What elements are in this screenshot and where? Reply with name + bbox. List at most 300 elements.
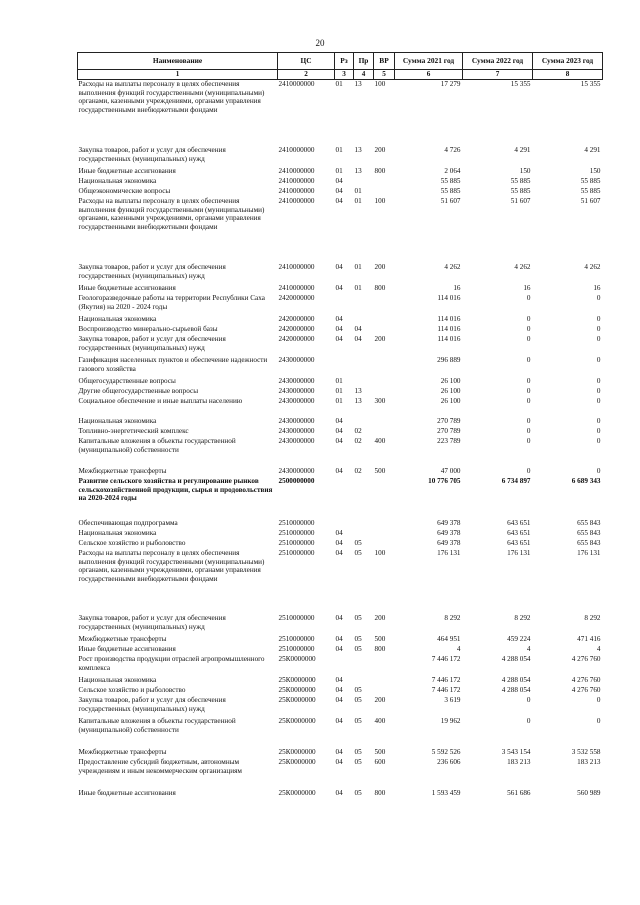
row-name: Капитальные вложения в объекты государственной (муниципальной) собственности (78, 717, 236, 734)
row-rz: 01 (335, 387, 343, 395)
row-sum-2023: 51 607 (580, 197, 601, 205)
row-sum-2023: 655 843 (577, 529, 601, 537)
row-vr (374, 315, 395, 325)
row-sum-2022: 4 (526, 645, 531, 653)
row-rz: 04 (335, 696, 343, 704)
row-sum-2023: 55 885 (580, 177, 601, 185)
table-row (78, 614, 603, 635)
index-cell: 3 (335, 70, 354, 80)
table-row (78, 294, 603, 315)
row-sum-2021: 270 789 (437, 427, 461, 435)
row-sum-2023: 150 (589, 167, 601, 175)
page-number: 20 (315, 38, 325, 48)
row-sum-2022: 4 262 (514, 263, 531, 271)
row-cs: 2430000000 (278, 417, 315, 425)
row-rz: 04 (335, 284, 343, 292)
row-cs: 2420000000 (278, 325, 315, 333)
row-name: Межбюджетные трансферты (78, 635, 167, 643)
index-cell: 1 (78, 70, 278, 80)
row-sum-2023: 0 (596, 377, 601, 385)
row-vr: 400 (374, 717, 386, 725)
table-row (78, 187, 603, 197)
row-cs: 2410000000 (278, 197, 315, 205)
row-pr (354, 519, 374, 529)
row-sum-2021: 55 885 (440, 187, 461, 195)
row-pr (354, 676, 374, 686)
row-vr: 200 (374, 146, 386, 154)
row-sum-2022: 0 (526, 397, 531, 405)
row-rz: 04 (335, 748, 343, 756)
row-name: Национальная экономика (78, 315, 157, 323)
row-name: Расходы на выплаты персоналу в целях обеспечения выполнения функций государственными (муниципальными) органами, казенными учреждениями, органами управления государственными внебюджетными фондами (78, 80, 265, 114)
row-pr: 05 (354, 539, 362, 547)
row-vr: 800 (374, 284, 386, 292)
row-name: Развитие сельского хозяйства и регулирование рынков сельскохозяйственной продукции, сырья и продовольствия на 2020-2024 годы (78, 477, 273, 503)
row-rz: 04 (335, 417, 343, 425)
row-rz (335, 519, 354, 529)
row-cs: 25К0000000 (278, 655, 316, 663)
row-pr: 13 (354, 167, 362, 175)
row-name: Иные бюджетные ассигнования (78, 789, 176, 797)
row-sum-2022: 3 543 154 (501, 748, 531, 756)
row-rz: 04 (335, 325, 343, 333)
row-sum-2021: 223 789 (437, 437, 461, 445)
row-pr: 05 (354, 758, 362, 766)
row-sum-2021: 3 619 (444, 696, 461, 704)
table-row (78, 655, 603, 676)
row-name: Воспроизводство минерально-сырьевой базы (78, 325, 218, 333)
table-row (78, 676, 603, 686)
row-sum-2022: 0 (526, 696, 531, 704)
header-sum-2023: Сумма 2023 год (533, 53, 603, 70)
row-vr: 800 (374, 789, 386, 797)
header-vr: ВР (374, 53, 395, 70)
row-name: Национальная экономика (78, 676, 157, 684)
row-sum-2023: 4 (596, 645, 601, 653)
row-rz: 01 (335, 146, 343, 154)
row-sum-2023: 0 (596, 437, 601, 445)
row-cs: 25К0000000 (278, 717, 316, 725)
table-row (78, 427, 603, 437)
row-name: Закупка товаров, работ и услуг для обеспечения государственных (муниципальных) нужд (78, 146, 226, 163)
row-rz: 04 (335, 635, 343, 643)
table-row (78, 529, 603, 539)
row-sum-2021: 236 606 (437, 758, 461, 766)
table-row (78, 789, 603, 799)
row-name: Обеспечивающая подпрограмма (78, 519, 178, 527)
row-pr: 05 (354, 635, 362, 643)
row-cs: 2510000000 (278, 635, 315, 643)
row-sum-2021: 7 446 172 (431, 686, 461, 694)
row-pr (354, 177, 374, 187)
row-sum-2023: 0 (596, 315, 601, 323)
row-vr: 500 (374, 467, 386, 475)
row-rz: 01 (335, 397, 343, 405)
row-sum-2022: 561 686 (507, 789, 531, 797)
row-cs: 2430000000 (278, 397, 315, 405)
row-name: Межбюджетные трансферты (78, 748, 167, 756)
budget-table (77, 52, 603, 799)
row-cs: 2510000000 (278, 549, 315, 557)
index-row (78, 70, 603, 80)
index-cell: 7 (463, 70, 533, 80)
row-name: Газификация населенных пунктов и обеспечение надежности газового хозяйства (78, 356, 268, 373)
row-vr (374, 676, 395, 686)
row-name: Социальное обеспечение и иные выплаты населению (78, 397, 243, 405)
row-sum-2023: 655 843 (577, 539, 601, 547)
row-sum-2023: 0 (596, 397, 601, 405)
table-row (78, 549, 603, 614)
row-sum-2022: 55 885 (510, 187, 531, 195)
row-sum-2022: 0 (526, 437, 531, 445)
row-sum-2023: 0 (596, 467, 601, 475)
row-vr (374, 655, 395, 676)
row-sum-2023: 183 213 (577, 758, 601, 766)
row-rz: 04 (335, 549, 343, 557)
table-row (78, 387, 603, 397)
row-pr: 05 (354, 696, 362, 704)
row-vr (374, 417, 395, 427)
row-name: Общегосударственные вопросы (78, 377, 176, 385)
row-cs: 25К0000000 (278, 758, 316, 766)
row-name: Национальная экономика (78, 529, 157, 537)
row-cs: 2510000000 (278, 529, 315, 537)
row-rz (335, 294, 354, 315)
row-sum-2021: 114 016 (437, 294, 461, 302)
row-pr: 13 (354, 146, 362, 154)
row-rz: 04 (335, 645, 343, 653)
row-sum-2021: 26 100 (440, 377, 461, 385)
row-sum-2022: 4 288 054 (501, 676, 531, 684)
row-sum-2022: 643 651 (507, 519, 531, 527)
row-sum-2023: 0 (596, 356, 601, 364)
row-vr (374, 519, 395, 529)
row-vr (374, 377, 395, 387)
row-pr (354, 655, 374, 676)
row-vr (374, 187, 395, 197)
row-name: Другие общегосударственные вопросы (78, 387, 199, 395)
table-body (78, 80, 603, 800)
row-pr: 02 (354, 437, 362, 445)
row-rz: 04 (335, 197, 343, 205)
row-name: Расходы на выплаты персоналу в целях обеспечения выполнения функций государственными (муниципальными) органами, казенными учреждениями, органами управления государственными внебюджетными фондами (78, 549, 265, 583)
row-sum-2023: 16 (593, 284, 601, 292)
row-sum-2023: 4 291 (584, 146, 601, 154)
table-row (78, 477, 603, 519)
row-pr: 05 (354, 717, 362, 725)
header-cs: ЦС (278, 53, 335, 70)
table-row (78, 467, 603, 477)
row-rz: 04 (335, 529, 343, 537)
row-cs: 25К0000000 (278, 789, 316, 797)
row-name: Межбюджетные трансферты (78, 467, 167, 475)
row-rz: 01 (335, 80, 343, 88)
row-sum-2023: 655 843 (577, 519, 601, 527)
row-sum-2021: 17 279 (440, 80, 461, 88)
table-row (78, 146, 603, 167)
row-vr: 100 (374, 549, 386, 557)
row-pr: 04 (354, 335, 362, 343)
row-sum-2022: 55 885 (510, 177, 531, 185)
table-row (78, 263, 603, 284)
table-row (78, 417, 603, 427)
row-pr: 01 (354, 187, 362, 195)
row-rz: 04 (335, 263, 343, 271)
row-sum-2023: 4 262 (584, 263, 601, 271)
row-sum-2022: 16 (523, 284, 531, 292)
row-sum-2023: 176 131 (577, 549, 601, 557)
row-vr (374, 387, 395, 397)
table-row (78, 696, 603, 717)
row-pr: 05 (354, 686, 362, 694)
row-name: Закупка товаров, работ и услуг для обеспечения государственных (муниципальных) нужд (78, 614, 226, 631)
row-name: Национальная экономика (78, 417, 157, 425)
row-sum-2021: 649 378 (437, 519, 461, 527)
table-row (78, 748, 603, 758)
row-pr: 02 (354, 467, 362, 475)
row-vr: 100 (374, 80, 386, 88)
row-sum-2021: 55 885 (440, 177, 461, 185)
row-rz: 04 (335, 437, 343, 445)
row-sum-2021: 114 016 (437, 335, 461, 343)
row-cs: 2410000000 (278, 146, 315, 154)
table-row (78, 635, 603, 645)
row-vr (374, 325, 395, 335)
row-rz: 01 (335, 377, 343, 385)
row-sum-2022: 8 292 (514, 614, 531, 622)
row-rz: 04 (335, 758, 343, 766)
row-vr (374, 686, 395, 696)
row-sum-2021: 51 607 (440, 197, 461, 205)
row-cs: 25К0000000 (278, 676, 316, 684)
row-sum-2021: 26 100 (440, 397, 461, 405)
row-sum-2023: 8 292 (584, 614, 601, 622)
table-row (78, 197, 603, 263)
row-pr: 05 (354, 549, 362, 557)
row-vr: 500 (374, 748, 386, 756)
header-pr: Пр (354, 53, 374, 70)
table-row (78, 377, 603, 387)
row-rz: 04 (335, 187, 343, 195)
row-name: Расходы на выплаты персоналу в целях обеспечения выполнения функций государственными (муниципальными) органами, казенными учреждениями, органами управления государственными внебюджетными фондами (78, 197, 265, 231)
row-sum-2021: 114 016 (437, 325, 461, 333)
row-pr: 01 (354, 284, 362, 292)
row-name: Общеэкономические вопросы (78, 187, 171, 195)
table-row (78, 80, 603, 147)
row-name: Иные бюджетные ассигнования (78, 284, 176, 292)
header-sum-2021: Сумма 2021 год (395, 53, 463, 70)
row-pr (354, 529, 374, 539)
row-cs: 25К0000000 (278, 696, 316, 704)
row-vr: 200 (374, 263, 386, 271)
row-name: Предоставление субсидий бюджетным, автономным учреждениям и иным некоммерческим организациям (78, 758, 242, 775)
row-sum-2022: 0 (526, 315, 531, 323)
table-row (78, 645, 603, 655)
row-pr: 13 (354, 397, 362, 405)
row-pr: 13 (354, 387, 362, 395)
row-pr: 05 (354, 748, 362, 756)
row-cs: 2510000000 (278, 645, 315, 653)
row-sum-2021: 4 726 (444, 146, 461, 154)
row-sum-2022: 0 (526, 356, 531, 364)
table-row (78, 717, 603, 748)
row-pr: 05 (354, 789, 362, 797)
row-sum-2022: 51 607 (510, 197, 531, 205)
row-sum-2022: 0 (526, 325, 531, 333)
row-vr: 500 (374, 635, 386, 643)
table-row (78, 284, 603, 294)
row-cs: 2430000000 (278, 356, 315, 364)
row-vr (374, 177, 395, 187)
row-pr: 05 (354, 645, 362, 653)
row-pr: 04 (354, 325, 362, 333)
row-cs: 25К0000000 (278, 748, 316, 756)
row-sum-2021: 4 (456, 645, 461, 653)
row-sum-2022: 4 291 (514, 146, 531, 154)
row-vr (374, 539, 395, 549)
row-sum-2021: 8 292 (444, 614, 461, 622)
row-sum-2022: 0 (526, 467, 531, 475)
row-pr: 05 (354, 614, 362, 622)
row-cs: 2500000000 (278, 477, 315, 485)
row-name: Иные бюджетные ассигнования (78, 645, 176, 653)
row-sum-2021: 2 064 (444, 167, 461, 175)
row-cs: 2420000000 (278, 294, 315, 302)
row-cs: 2410000000 (278, 263, 315, 271)
row-sum-2021: 5 592 526 (431, 748, 461, 756)
row-rz: 04 (335, 315, 343, 323)
row-sum-2022: 176 131 (507, 549, 531, 557)
row-sum-2023: 0 (596, 717, 601, 725)
row-name: Сельское хозяйство и рыболовство (78, 686, 186, 694)
row-cs: 2430000000 (278, 437, 315, 445)
row-sum-2021: 270 789 (437, 417, 461, 425)
row-cs: 25К0000000 (278, 686, 316, 694)
row-sum-2023: 0 (596, 417, 601, 425)
table-row (78, 397, 603, 417)
row-sum-2023: 3 532 558 (571, 748, 601, 756)
row-rz: 04 (335, 467, 343, 475)
row-sum-2023: 6 689 343 (571, 477, 601, 485)
row-vr: 800 (374, 645, 386, 653)
row-sum-2021: 649 378 (437, 529, 461, 537)
row-cs: 2430000000 (278, 467, 315, 475)
table-row (78, 177, 603, 187)
row-sum-2023: 4 276 760 (571, 676, 601, 684)
row-sum-2022: 0 (526, 717, 531, 725)
row-rz: 04 (335, 686, 343, 694)
row-cs: 2430000000 (278, 387, 315, 395)
row-sum-2021: 4 262 (444, 263, 461, 271)
row-sum-2023: 55 885 (580, 187, 601, 195)
row-sum-2022: 150 (519, 167, 531, 175)
row-pr (354, 377, 374, 387)
row-rz: 04 (335, 717, 343, 725)
row-rz: 04 (335, 427, 343, 435)
row-name: Топливно-энергетический комплекс (78, 427, 189, 435)
row-sum-2021: 1 593 459 (431, 789, 461, 797)
row-sum-2021: 464 951 (437, 635, 461, 643)
row-cs: 2510000000 (278, 539, 315, 547)
row-sum-2022: 0 (526, 417, 531, 425)
row-name: Иные бюджетные ассигнования (78, 167, 176, 175)
row-sum-2023: 4 276 760 (571, 686, 601, 694)
row-vr (374, 427, 395, 437)
header-sum-2022: Сумма 2022 год (463, 53, 533, 70)
row-name: Капитальные вложения в объекты государственной (муниципальной) собственности (78, 437, 236, 454)
row-pr: 01 (354, 197, 362, 205)
row-sum-2022: 0 (526, 387, 531, 395)
row-sum-2021: 10 776 705 (428, 477, 461, 485)
row-sum-2022: 0 (526, 294, 531, 302)
row-vr: 200 (374, 335, 386, 343)
row-sum-2021: 114 016 (437, 315, 461, 323)
row-cs: 2410000000 (278, 80, 315, 88)
row-vr (374, 477, 395, 519)
row-sum-2021: 7 446 172 (431, 655, 461, 663)
row-cs: 2430000000 (278, 427, 315, 435)
row-rz (335, 655, 354, 676)
table-row (78, 519, 603, 529)
row-pr (354, 417, 374, 427)
index-cell: 6 (395, 70, 463, 80)
table-row (78, 167, 603, 177)
row-pr: 01 (354, 263, 362, 271)
row-vr (374, 294, 395, 315)
table-row (78, 437, 603, 467)
row-sum-2022: 6 734 897 (501, 477, 531, 485)
row-cs: 2510000000 (278, 519, 315, 527)
row-sum-2022: 459 224 (507, 635, 531, 643)
row-cs: 2410000000 (278, 284, 315, 292)
row-sum-2021: 47 000 (440, 467, 461, 475)
row-pr (354, 315, 374, 325)
table-row (78, 686, 603, 696)
row-sum-2022: 15 355 (510, 80, 531, 88)
row-vr (374, 529, 395, 539)
table-row (78, 356, 603, 377)
row-rz: 04 (335, 177, 343, 185)
table-row (78, 758, 603, 789)
row-sum-2022: 4 288 054 (501, 686, 531, 694)
row-rz: 04 (335, 676, 343, 684)
row-sum-2023: 0 (596, 696, 601, 704)
row-cs: 2410000000 (278, 187, 315, 195)
row-cs: 2410000000 (278, 167, 315, 175)
header-rz: Рз (335, 53, 354, 70)
row-sum-2022: 0 (526, 427, 531, 435)
row-cs: 2410000000 (278, 177, 315, 185)
row-sum-2021: 649 378 (437, 539, 461, 547)
index-cell: 8 (533, 70, 603, 80)
row-name: Закупка товаров, работ и услуг для обеспечения государственных (муниципальных) нужд (78, 696, 226, 713)
row-rz: 04 (335, 789, 343, 797)
row-sum-2023: 15 355 (580, 80, 601, 88)
row-sum-2021: 176 131 (437, 549, 461, 557)
row-vr: 200 (374, 614, 386, 622)
row-pr: 13 (354, 80, 362, 88)
row-sum-2021: 296 889 (437, 356, 461, 364)
row-sum-2022: 643 651 (507, 539, 531, 547)
row-vr: 400 (374, 437, 386, 445)
row-cs: 2510000000 (278, 614, 315, 622)
table-row (78, 335, 603, 356)
row-sum-2023: 560 989 (577, 789, 601, 797)
row-sum-2023: 0 (596, 294, 601, 302)
row-sum-2023: 4 276 760 (571, 655, 601, 663)
row-sum-2023: 0 (596, 325, 601, 333)
row-sum-2022: 183 213 (507, 758, 531, 766)
